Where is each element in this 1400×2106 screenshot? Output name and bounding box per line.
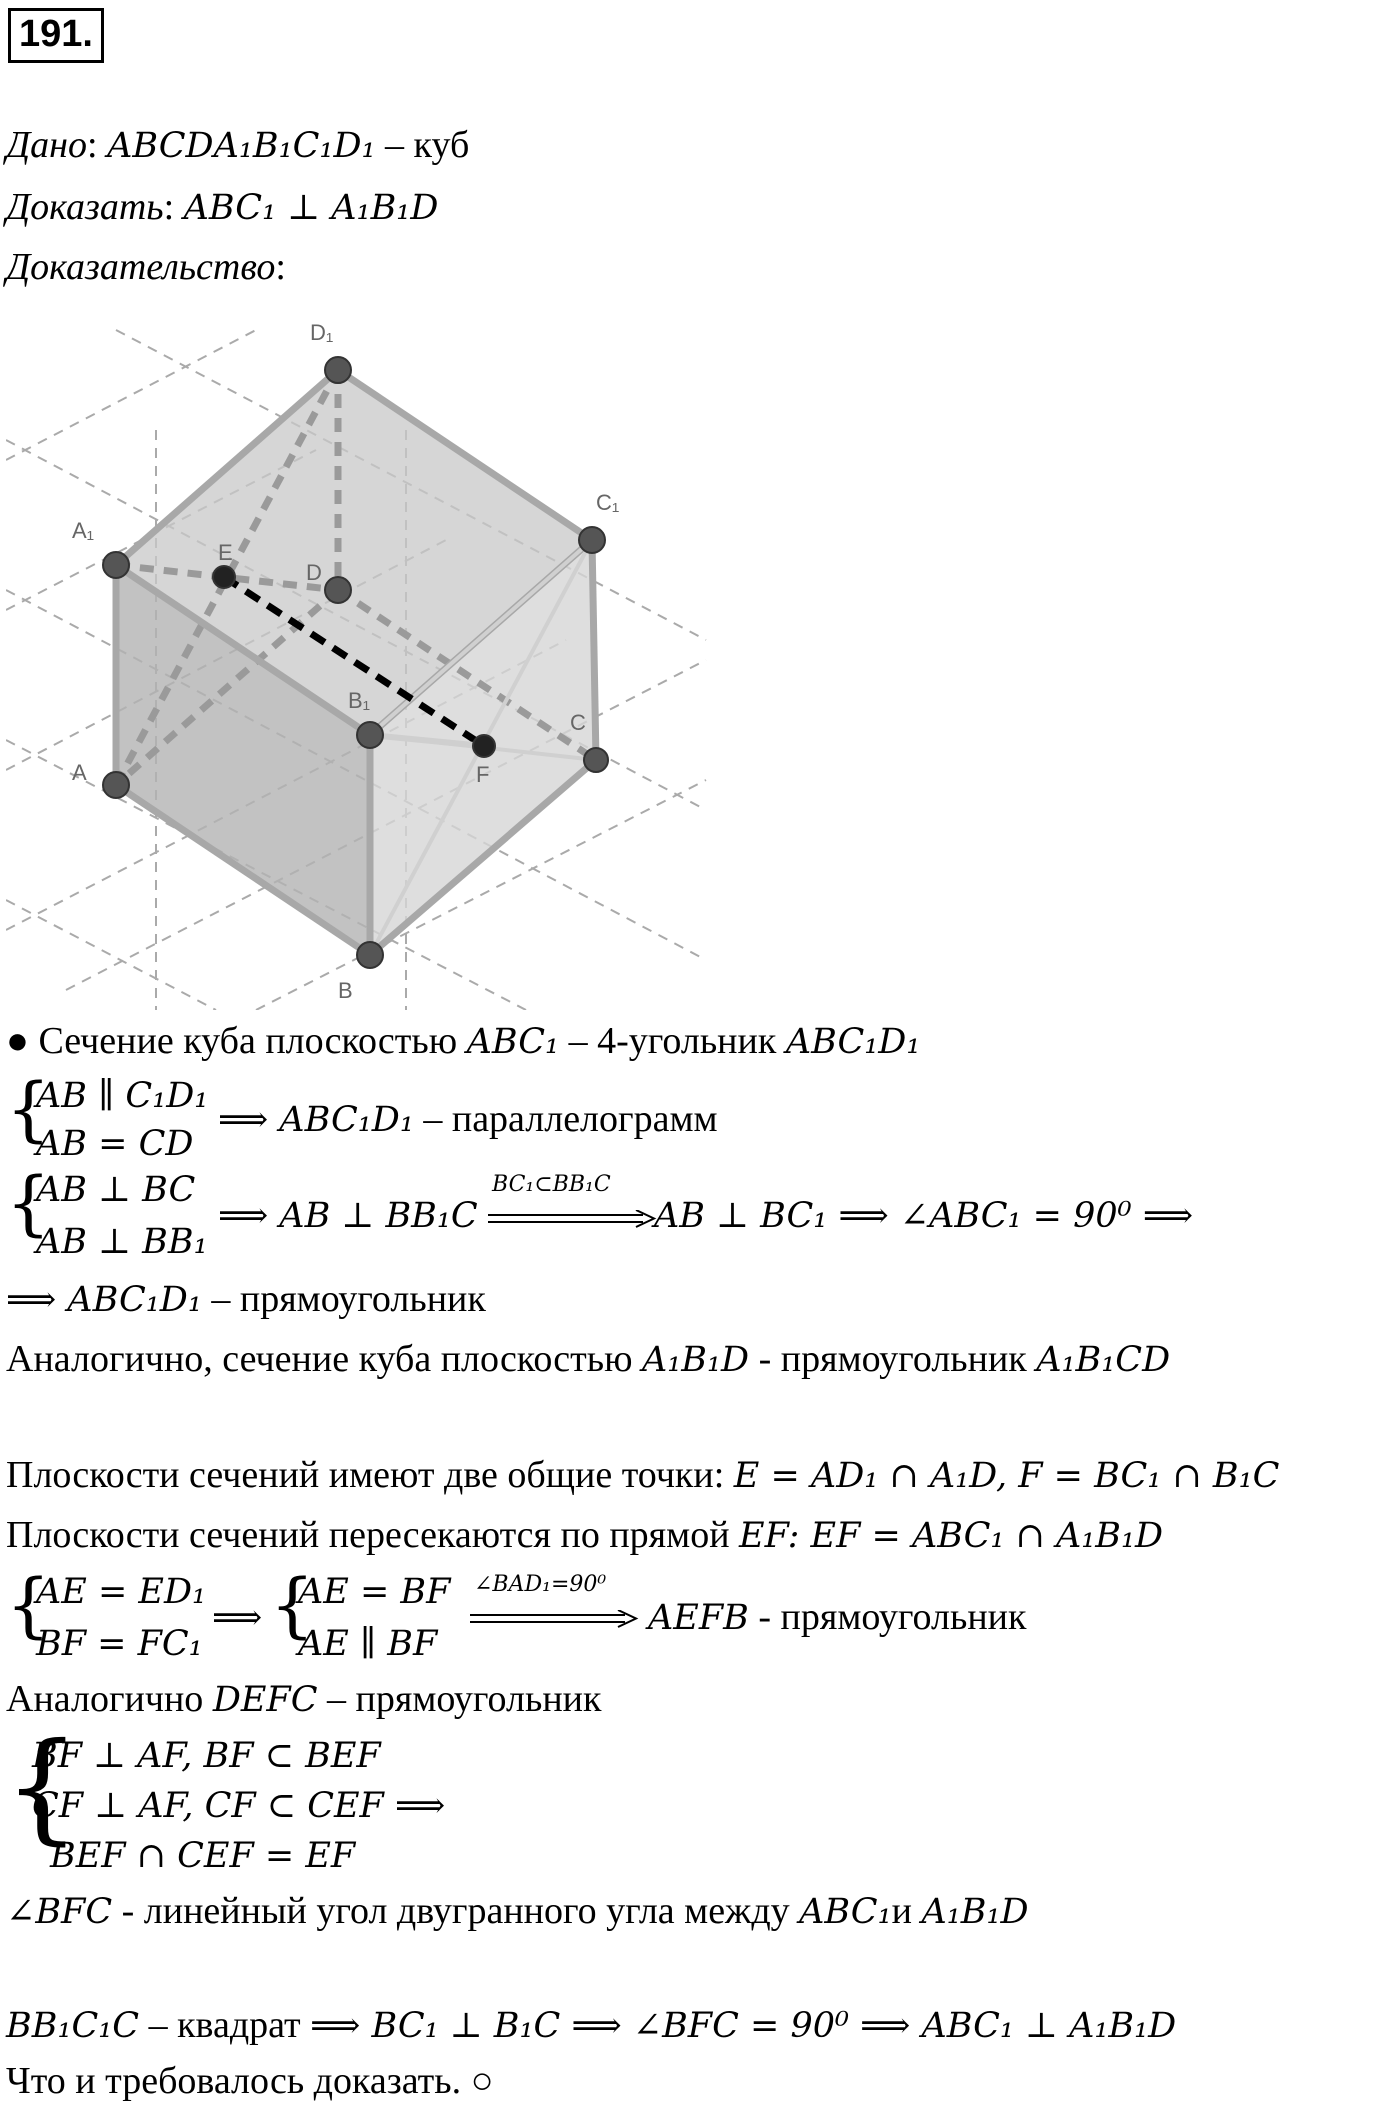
sys4-row3: BEF ∩ CEF = EF (50, 1836, 356, 1876)
proof-label-line: Доказательство: (6, 246, 286, 288)
problem-number: 191. (8, 8, 104, 63)
text-parallelogram: – параллелограмм (423, 1098, 718, 1140)
label-b: B (338, 978, 353, 1003)
sys1-row1: AB ∥ C₁D₁ (36, 1076, 209, 1116)
prove-statement: ABC₁ ⊥ A₁B₁D (183, 188, 439, 228)
math-ef-points: E = AD₁ ∩ A₁D, F = BC₁ ∩ B₁C (733, 1456, 1280, 1496)
math-abc1-2: ABC₁ (799, 1892, 892, 1932)
given-rest: – куб (385, 124, 470, 166)
math-defc: DEFC (212, 1680, 318, 1720)
long-arrow-2 (470, 1610, 640, 1628)
label-e: E (218, 540, 233, 565)
long-arrow-1 (488, 1210, 658, 1228)
label-d: D (306, 560, 322, 585)
math-abc1: ABC₁ (466, 1022, 560, 1062)
text-rect1: – прямоугольник (211, 1278, 486, 1320)
text-and: и (891, 1890, 912, 1932)
sys3-implies: ⟹ (212, 1598, 263, 1638)
math-a1b1d-2: A₁B₁D (921, 1892, 1029, 1932)
sys2-row2: AB ⊥ BB₁ (36, 1222, 208, 1262)
label-d1: D₁ (310, 320, 334, 345)
math-final: ⟹ BC₁ ⊥ B₁C ⟹ ∠BFC = 90⁰ ⟹ ABC₁ ⊥ A₁B₁D (310, 2006, 1177, 2046)
sys4-row2: CF ⊥ AF, CF ⊂ CEF ⟹ (32, 1786, 446, 1826)
proof-label: Доказательство (6, 246, 276, 288)
math-ef: EF (739, 1516, 788, 1556)
given-line: Дано: ABCDA₁B₁C₁D₁ – куб (6, 124, 470, 166)
sys4-row1: BF ⊥ AF, BF ⊂ BEF (32, 1736, 381, 1776)
math-a1b1d: A₁B₁D (641, 1340, 750, 1380)
proof-line-1 (6, 1022, 920, 1060)
proof-line-5 (6, 1456, 1279, 1494)
text-bullet: ● Сечение куба плоскостью (6, 1020, 458, 1062)
sys1-result (218, 1100, 718, 1138)
text-rect2: - прямоугольник (758, 1338, 1027, 1380)
label-c: C (570, 710, 586, 735)
sys3-row2: BF = FC₁ (36, 1624, 203, 1664)
text-linear-angle: - линейный угол двугранного угла между (121, 1890, 790, 1932)
sys2-arrow-label: BC₁⊂BB₁C (492, 1172, 611, 1197)
label-c1: C₁ (596, 490, 620, 515)
sys2-result2: AB ⊥ BC₁ ⟹ ∠ABC₁ = 90⁰ ⟹ (654, 1196, 1193, 1236)
given-object: ABCDA₁B₁C₁D₁ (107, 126, 376, 166)
label-a: A (72, 760, 87, 785)
given-label: Дано (6, 124, 88, 166)
brace-1: { (6, 1068, 51, 1150)
brace-3: { (6, 1564, 51, 1646)
math-ef-def: : EF = ABC₁ ∩ A₁B₁D (787, 1516, 1164, 1556)
sys3b-row2: AE ∥ BF (298, 1624, 438, 1664)
proof-line-4 (6, 1340, 1170, 1378)
math-angle-bfc: ∠BFC (6, 1892, 113, 1932)
text-analog2: Аналогично (6, 1678, 204, 1720)
prove-label: Доказать (6, 186, 164, 228)
sys1-row2: AB = CD (36, 1124, 194, 1164)
math-abc1d1: ABC₁D₁ (785, 1022, 921, 1062)
math-rect1: ⟹ ABC₁D₁ (6, 1280, 202, 1320)
label-a1: A₁ (72, 518, 95, 543)
brace-3b: { (270, 1564, 315, 1646)
sys2-result1: ⟹ AB ⊥ BB₁C (218, 1196, 478, 1236)
math-a1b1cd: A₁B₁CD (1036, 1340, 1171, 1380)
text-analog1: Аналогично, сечение куба плоскостью (6, 1338, 633, 1380)
proof-line-10 (6, 1892, 1029, 1930)
label-b1: B₁ (348, 688, 371, 713)
text-rect3: - прямоугольник (758, 1596, 1027, 1638)
text-common-points: Плоскости сечений имеют две общие точки: (6, 1454, 725, 1496)
proof-line-3 (6, 1280, 486, 1318)
text-quad: – 4-угольник (568, 1020, 777, 1062)
sys3-result (648, 1598, 1026, 1636)
prove-line: Доказать: ABC₁ ⊥ A₁B₁D (6, 186, 439, 228)
sys3-row1: AE = ED₁ (36, 1572, 207, 1612)
sys3b-row1: AE = BF (298, 1572, 451, 1612)
math-parallelogram: ⟹ ABC₁D₁ (218, 1100, 414, 1140)
text-intersect: Плоскости сечений пересекаются по прямой (6, 1514, 730, 1556)
proof-line-11 (6, 2006, 1176, 2044)
math-bb1c1c: BB₁C₁C (6, 2006, 140, 2046)
text-square: – квадрат (148, 2004, 301, 2046)
brace-2: { (6, 1162, 51, 1244)
brace-4: { (4, 1718, 81, 1857)
text-rect4: – прямоугольник (327, 1678, 602, 1720)
sys3-arrow-label: ∠BAD₁=90⁰ (474, 1572, 607, 1597)
proof-line-6 (6, 1516, 1163, 1554)
proof-line-8 (6, 1680, 601, 1718)
label-f: F (476, 762, 490, 787)
math-aefb: AEFB (648, 1598, 749, 1638)
sys2-row1: AB ⊥ BC (36, 1170, 196, 1210)
cube-figure (6, 310, 716, 1010)
proof-qed: Что и требовалось доказать. ○ (6, 2060, 494, 2102)
